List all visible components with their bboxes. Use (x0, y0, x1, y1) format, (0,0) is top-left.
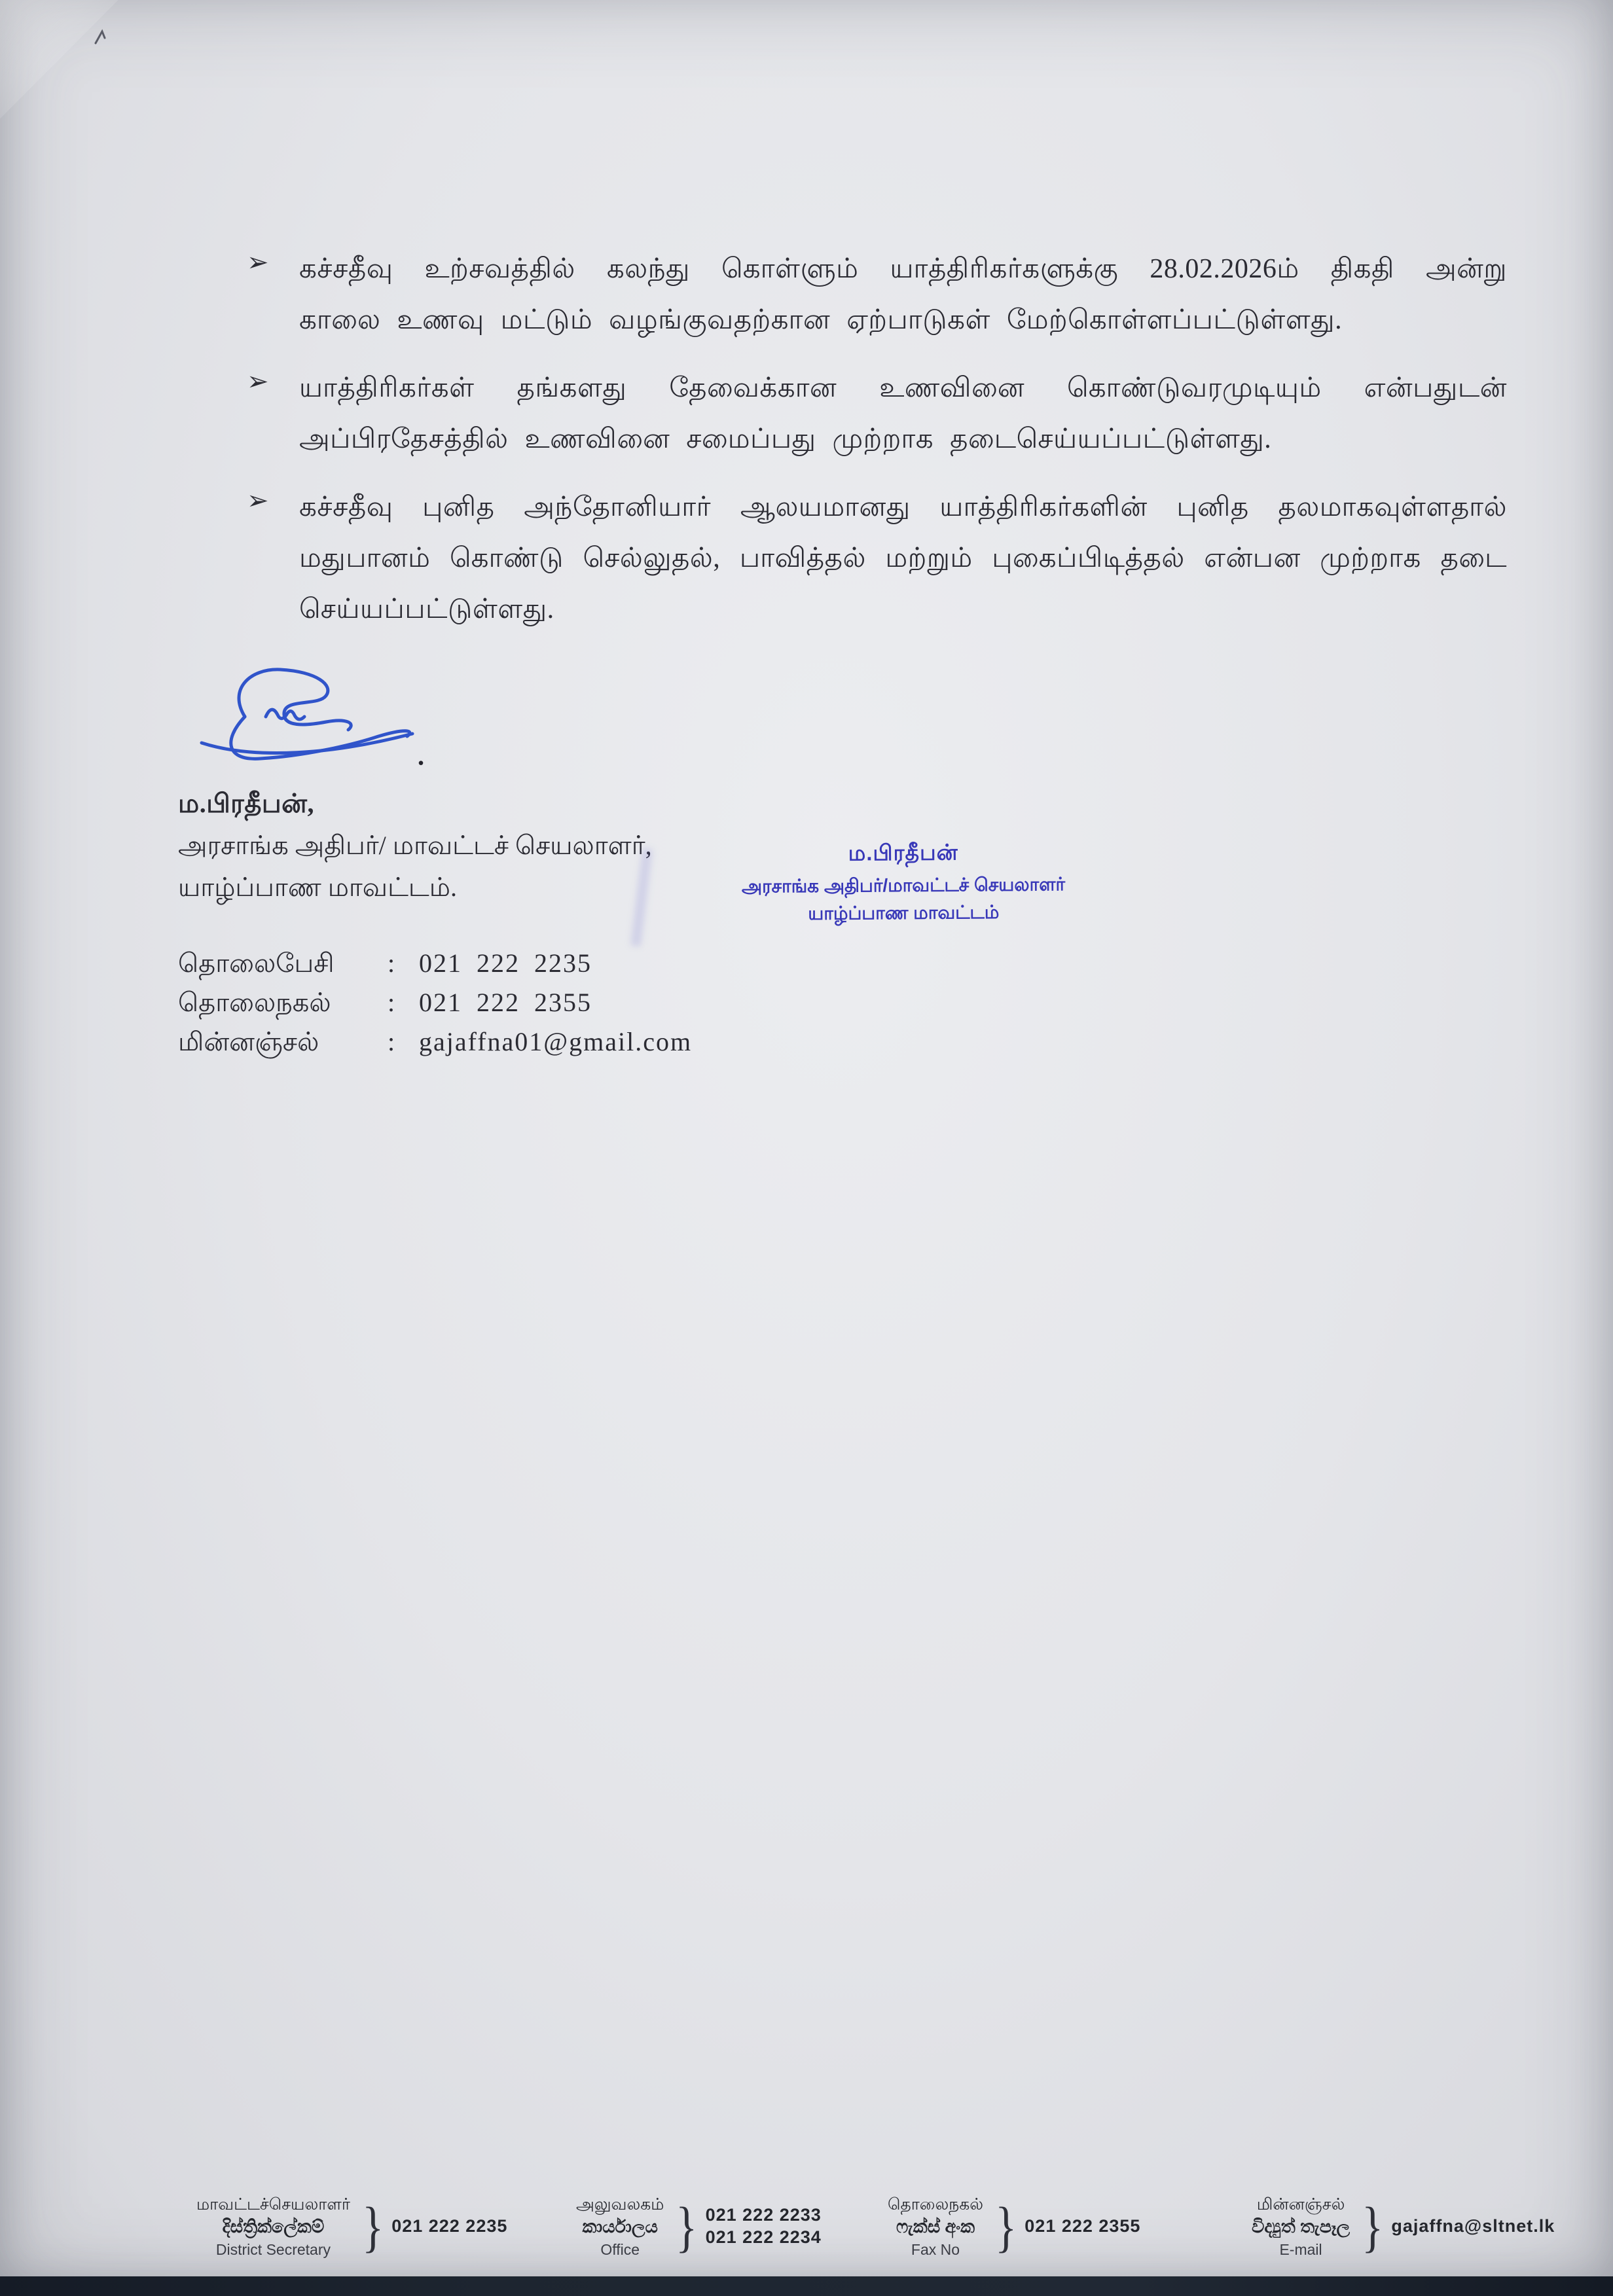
stamp-title: அரசாங்க அதிபர்/மாவட்டச் செயலாளர் (741, 874, 1066, 897)
arrow-bullet-icon: ➢ (247, 367, 269, 397)
bullet-1-line-2: காலை உணவு மட்டும் வழங்குவதற்கான ஏற்பாடுகள் மேற்கொள்ளப்பட்டுள்ளது. (299, 305, 1343, 335)
label-sinhala: කාර්යාලය (582, 2216, 658, 2236)
footer-values (1391, 2215, 1555, 2238)
fax-label: தொலைநகல் (178, 988, 331, 1017)
colon: : (388, 988, 395, 1017)
label-tamil: மாவட்டச்செயலாளர் (196, 2195, 350, 2214)
contact-block (178, 948, 692, 1066)
footer-fax-number: 021 222 2355 (1024, 2216, 1141, 2236)
contact-row-phone (178, 948, 692, 987)
bullet-3-line-2: மதுபானம் கொண்டு செல்லுதல், பாவித்தல் மற்றும் புகைப்பிடித்தல் என்பன முற்றாக தடை (299, 543, 1507, 573)
bullet-list (247, 243, 1507, 652)
bullet-2-line-1: யாத்திரிகர்கள் தங்களது தேவைக்கான உணவினை கொண்டுவரமுடியும் என்பதுடன் (299, 373, 1507, 403)
bullet-item-3 (247, 482, 1507, 635)
email-value: gajaffna01@gmail.com (419, 1027, 693, 1056)
email-label: மின்னஞ்சல் (178, 1027, 319, 1056)
fax-value: 021 222 2355 (419, 988, 592, 1017)
official-stamp (707, 839, 1100, 927)
footer-email-address: gajaffna@sltnet.lk (1391, 2216, 1555, 2236)
brace-glyph: } (362, 2195, 384, 2259)
colon: : (388, 948, 395, 978)
label-english: District Secretary (215, 2240, 331, 2258)
label-sinhala: දිස්ත්‍රික්ලේකම් (222, 2216, 325, 2236)
contact-row-fax (178, 987, 692, 1026)
stamp-district: யாழ்ப்பாண மாவட்டம் (808, 901, 1000, 924)
footer-values (1024, 2215, 1140, 2238)
label-english: Fax No (911, 2240, 960, 2258)
footer-labels (1252, 2195, 1350, 2258)
footer-col-email (1252, 2195, 1555, 2258)
brace-glyph: } (995, 2195, 1017, 2259)
label-sinhala: ෆැක්ස් අංක (896, 2216, 975, 2236)
footer-values (706, 2204, 822, 2249)
footer-values (391, 2215, 507, 2238)
phone-label: தொலைபேசி (178, 948, 335, 978)
brace-glyph: } (676, 2195, 698, 2259)
footer-col-office (576, 2195, 822, 2258)
footer-phone: 021 222 2235 (391, 2216, 508, 2236)
footer-labels (196, 2195, 350, 2258)
footer-col-district-secretary (196, 2195, 507, 2258)
label-english: Office (600, 2240, 640, 2258)
signatory-title: அரசாங்க அதிபர்/ மாவட்டச் செயலாளர், (178, 831, 652, 860)
footer-labels (888, 2195, 983, 2258)
footer-labels (576, 2195, 664, 2258)
signatory-district: யாழ்ப்பாண மாவட்டம். (178, 872, 457, 902)
brace-glyph: } (1362, 2195, 1384, 2259)
bullet-1-line-1: கச்சதீவு உற்சவத்தில் கலந்து கொள்ளும் யாத்திரிகர்களுக்கு 28.02.2026ம் திகதி அன்று (299, 254, 1507, 284)
label-sinhala: විද්‍යුත් තැපෑල (1252, 2216, 1350, 2236)
phone-value: 021 222 2235 (419, 948, 592, 978)
footer-office-phone-1: 021 222 2233 (705, 2205, 822, 2225)
bullet-2-line-2: அப்பிரதேசத்தில் உணவினை சமைப்பது முற்றாக தடைசெய்யப்பட்டுள்ளது. (299, 424, 1272, 454)
colon: : (388, 1027, 395, 1056)
signatory-block (178, 783, 652, 908)
contact-row-email (178, 1026, 692, 1066)
label-tamil: மின்னஞ்சல் (1256, 2195, 1345, 2214)
letterhead-footer (0, 2193, 1613, 2279)
footer-office-phone-2: 021 222 2234 (705, 2227, 822, 2248)
signature-ink (182, 651, 431, 782)
label-english: E-mail (1279, 2240, 1322, 2258)
bullet-item-1 (247, 243, 1507, 346)
bullet-3-line-3: செய்யப்பட்டுள்ளது. (299, 594, 554, 624)
scan-edge-bar (0, 2276, 1613, 2296)
label-tamil: அலுவலகம் (576, 2195, 664, 2214)
label-tamil: தொலைநகல் (888, 2195, 983, 2214)
bullet-item-2 (247, 363, 1507, 465)
stamp-name: ம.பிரதீபன் (848, 840, 958, 865)
arrow-bullet-icon: ➢ (247, 247, 269, 278)
footer-col-fax (888, 2195, 1140, 2258)
arrow-bullet-icon: ➢ (247, 486, 269, 516)
ink-dot: . (416, 732, 426, 773)
signatory-name: ம.பிரதீபன், (178, 789, 314, 818)
pen-mark-icon (84, 18, 123, 58)
bullet-3-line-1: கச்சதீவு புனித அந்தோனியார் ஆலயமானது யாத்திரிகர்களின் புனித தலமாகவுள்ளதால் (299, 492, 1507, 522)
